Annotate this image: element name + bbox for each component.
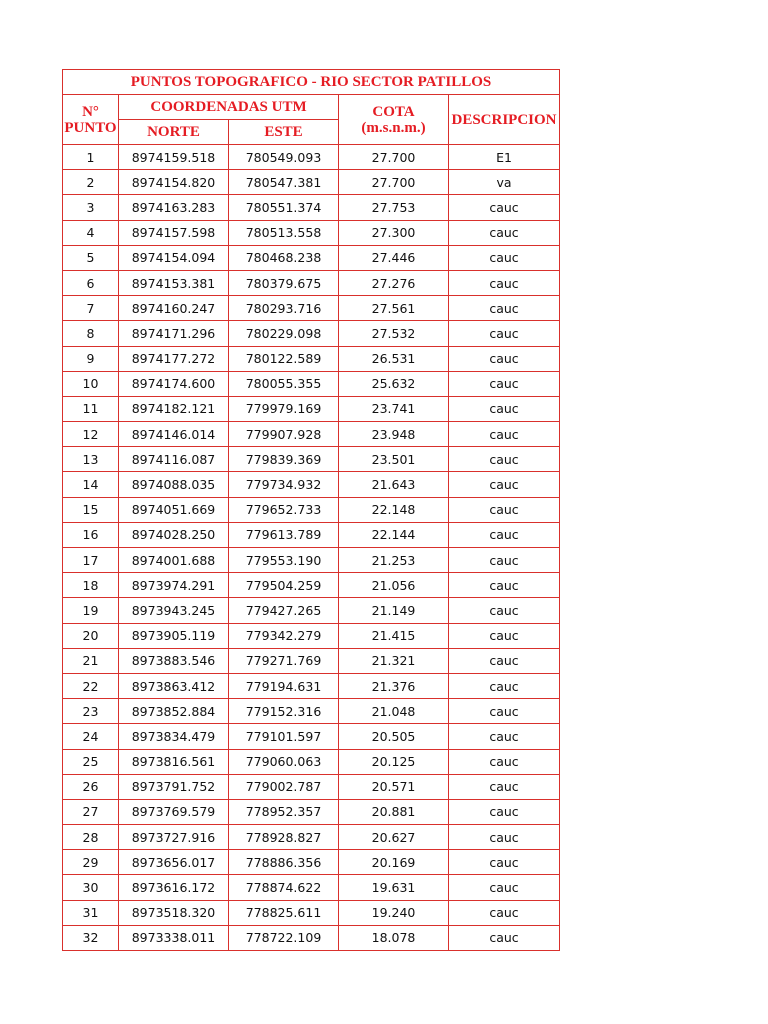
- cell-descripcion: cauc: [449, 522, 560, 547]
- cell-norte: 8973616.172: [119, 875, 229, 900]
- cell-norte: 8974028.250: [119, 522, 229, 547]
- cell-cota: 27.753: [339, 195, 449, 220]
- cell-este: 779613.789: [229, 522, 339, 547]
- cell-cota: 27.561: [339, 296, 449, 321]
- cell-descripcion: cauc: [449, 396, 560, 421]
- cell-cota: 27.446: [339, 245, 449, 270]
- cell-cota: 21.056: [339, 573, 449, 598]
- cell-cota: 21.149: [339, 598, 449, 623]
- cell-este: 779427.265: [229, 598, 339, 623]
- cell-norte: 8973863.412: [119, 673, 229, 698]
- cell-punto: 19: [63, 598, 119, 623]
- cell-descripcion: cauc: [449, 296, 560, 321]
- table-row: [63, 497, 560, 522]
- cell-descripcion: cauc: [449, 673, 560, 698]
- cell-este: 778928.827: [229, 825, 339, 850]
- cell-punto: 29: [63, 850, 119, 875]
- table-row: [63, 447, 560, 472]
- cell-descripcion: cauc: [449, 573, 560, 598]
- table-row: [63, 573, 560, 598]
- cell-cota: 19.631: [339, 875, 449, 900]
- cell-punto: 16: [63, 522, 119, 547]
- cell-cota: 20.627: [339, 825, 449, 850]
- cell-norte: 8973883.546: [119, 648, 229, 673]
- cell-descripcion: cauc: [449, 371, 560, 396]
- cell-descripcion: cauc: [449, 850, 560, 875]
- cell-punto: 4: [63, 220, 119, 245]
- table-row: [63, 799, 560, 824]
- cell-norte: 8974163.283: [119, 195, 229, 220]
- cell-punto: 30: [63, 875, 119, 900]
- cell-cota: 26.531: [339, 346, 449, 371]
- cell-descripcion: cauc: [449, 900, 560, 925]
- cell-cota: 22.144: [339, 522, 449, 547]
- cell-este: 779271.769: [229, 648, 339, 673]
- table-row: [63, 170, 560, 195]
- cell-este: 779002.787: [229, 774, 339, 799]
- cell-este: 778874.622: [229, 875, 339, 900]
- table-row: [63, 245, 560, 270]
- cell-punto: 17: [63, 548, 119, 573]
- cell-cota: 27.700: [339, 145, 449, 170]
- cell-norte: 8974088.035: [119, 472, 229, 497]
- cell-punto: 27: [63, 799, 119, 824]
- cell-cota: 20.505: [339, 724, 449, 749]
- cell-descripcion: cauc: [449, 699, 560, 724]
- cell-cota: 25.632: [339, 371, 449, 396]
- cell-norte: 8974182.121: [119, 396, 229, 421]
- cell-punto: 10: [63, 371, 119, 396]
- cell-norte: 8973518.320: [119, 900, 229, 925]
- cell-descripcion: cauc: [449, 623, 560, 648]
- cell-descripcion: cauc: [449, 724, 560, 749]
- cell-norte: 8973727.916: [119, 825, 229, 850]
- cell-norte: 8974160.247: [119, 296, 229, 321]
- cell-punto: 12: [63, 422, 119, 447]
- cell-punto: 5: [63, 245, 119, 270]
- cell-cota: 20.169: [339, 850, 449, 875]
- cell-cota: 20.881: [339, 799, 449, 824]
- cell-descripcion: cauc: [449, 648, 560, 673]
- cell-norte: 8973816.561: [119, 749, 229, 774]
- cell-descripcion: cauc: [449, 774, 560, 799]
- cell-punto: 13: [63, 447, 119, 472]
- cell-descripcion: cauc: [449, 321, 560, 346]
- survey-points-table: [62, 69, 560, 951]
- table-row: [63, 648, 560, 673]
- cell-descripcion: cauc: [449, 270, 560, 295]
- cell-descripcion: cauc: [449, 925, 560, 950]
- cell-este: 780229.098: [229, 321, 339, 346]
- cell-cota: 21.643: [339, 472, 449, 497]
- table-row: [63, 749, 560, 774]
- cell-punto: 25: [63, 749, 119, 774]
- cell-norte: 8973338.011: [119, 925, 229, 950]
- table-row: [63, 472, 560, 497]
- cell-este: 780513.558: [229, 220, 339, 245]
- cell-norte: 8973791.752: [119, 774, 229, 799]
- cell-norte: 8974051.669: [119, 497, 229, 522]
- cell-punto: 31: [63, 900, 119, 925]
- cell-punto: 32: [63, 925, 119, 950]
- header-cota-line2: (m.s.n.m.): [361, 119, 426, 136]
- cell-cota: 21.321: [339, 648, 449, 673]
- cell-norte: 8974174.600: [119, 371, 229, 396]
- cell-este: 779194.631: [229, 673, 339, 698]
- header-este: ESTE: [229, 120, 339, 145]
- table-row: [63, 699, 560, 724]
- cell-punto: 21: [63, 648, 119, 673]
- cell-norte: 8974177.272: [119, 346, 229, 371]
- table-row: [63, 825, 560, 850]
- cell-norte: 8974116.087: [119, 447, 229, 472]
- cell-este: 780122.589: [229, 346, 339, 371]
- table-row: [63, 925, 560, 950]
- cell-punto: 8: [63, 321, 119, 346]
- cell-descripcion: cauc: [449, 422, 560, 447]
- cell-punto: 9: [63, 346, 119, 371]
- cell-este: 779504.259: [229, 573, 339, 598]
- cell-este: 779979.169: [229, 396, 339, 421]
- cell-cota: 23.741: [339, 396, 449, 421]
- cell-este: 779652.733: [229, 497, 339, 522]
- cell-norte: 8973943.245: [119, 598, 229, 623]
- header-punto-line1: N°: [82, 103, 99, 120]
- header-coordenadas: COORDENADAS UTM: [119, 95, 339, 120]
- cell-cota: 21.253: [339, 548, 449, 573]
- table-title: PUNTOS TOPOGRAFICO - RIO SECTOR PATILLOS: [63, 70, 560, 95]
- table-row: [63, 900, 560, 925]
- header-cota: [339, 95, 449, 145]
- table-row: [63, 195, 560, 220]
- cell-este: 780549.093: [229, 145, 339, 170]
- cell-este: 779907.928: [229, 422, 339, 447]
- table-row: [63, 850, 560, 875]
- cell-descripcion: cauc: [449, 497, 560, 522]
- header-cota-line1: COTA: [372, 103, 415, 120]
- cell-cota: 23.948: [339, 422, 449, 447]
- cell-cota: 22.148: [339, 497, 449, 522]
- cell-este: 779342.279: [229, 623, 339, 648]
- table-row: [63, 724, 560, 749]
- cell-cota: 21.376: [339, 673, 449, 698]
- cell-este: 778886.356: [229, 850, 339, 875]
- cell-descripcion: cauc: [449, 825, 560, 850]
- cell-este: 779101.597: [229, 724, 339, 749]
- cell-punto: 20: [63, 623, 119, 648]
- table-row: [63, 598, 560, 623]
- table-row: [63, 346, 560, 371]
- cell-descripcion: cauc: [449, 799, 560, 824]
- cell-punto: 18: [63, 573, 119, 598]
- cell-este: 779152.316: [229, 699, 339, 724]
- cell-punto: 24: [63, 724, 119, 749]
- cell-descripcion: cauc: [449, 598, 560, 623]
- cell-punto: 7: [63, 296, 119, 321]
- cell-cota: 21.048: [339, 699, 449, 724]
- cell-punto: 22: [63, 673, 119, 698]
- header-descripcion: DESCRIPCION: [449, 95, 560, 145]
- cell-descripcion: cauc: [449, 245, 560, 270]
- cell-cota: 20.125: [339, 749, 449, 774]
- cell-norte: 8973769.579: [119, 799, 229, 824]
- cell-este: 778722.109: [229, 925, 339, 950]
- cell-este: 780379.675: [229, 270, 339, 295]
- table-row: [63, 396, 560, 421]
- table-row: [63, 270, 560, 295]
- cell-norte: 8974154.094: [119, 245, 229, 270]
- cell-norte: 8973834.479: [119, 724, 229, 749]
- cell-cota: 20.571: [339, 774, 449, 799]
- cell-este: 778825.611: [229, 900, 339, 925]
- cell-cota: 27.276: [339, 270, 449, 295]
- table-row: [63, 296, 560, 321]
- cell-punto: 3: [63, 195, 119, 220]
- table-row: [63, 623, 560, 648]
- cell-descripcion: cauc: [449, 548, 560, 573]
- cell-norte: 8974171.296: [119, 321, 229, 346]
- table-row: [63, 145, 560, 170]
- cell-descripcion: va: [449, 170, 560, 195]
- header-punto: [63, 95, 119, 145]
- cell-norte: 8973852.884: [119, 699, 229, 724]
- cell-cota: 27.300: [339, 220, 449, 245]
- table-body: [63, 145, 560, 951]
- cell-este: 779060.063: [229, 749, 339, 774]
- cell-este: 779734.932: [229, 472, 339, 497]
- cell-cota: 19.240: [339, 900, 449, 925]
- cell-descripcion: cauc: [449, 472, 560, 497]
- cell-este: 779839.369: [229, 447, 339, 472]
- cell-norte: 8973905.119: [119, 623, 229, 648]
- cell-descripcion: cauc: [449, 195, 560, 220]
- cell-punto: 2: [63, 170, 119, 195]
- cell-punto: 15: [63, 497, 119, 522]
- cell-este: 779553.190: [229, 548, 339, 573]
- cell-descripcion: cauc: [449, 220, 560, 245]
- cell-descripcion: E1: [449, 145, 560, 170]
- cell-norte: 8973656.017: [119, 850, 229, 875]
- cell-descripcion: cauc: [449, 346, 560, 371]
- table-row: [63, 371, 560, 396]
- cell-punto: 26: [63, 774, 119, 799]
- cell-este: 778952.357: [229, 799, 339, 824]
- cell-descripcion: cauc: [449, 749, 560, 774]
- cell-norte: 8974159.518: [119, 145, 229, 170]
- cell-cota: 21.415: [339, 623, 449, 648]
- cell-cota: 27.532: [339, 321, 449, 346]
- cell-este: 780293.716: [229, 296, 339, 321]
- cell-punto: 23: [63, 699, 119, 724]
- table-row: [63, 875, 560, 900]
- table-row: [63, 774, 560, 799]
- table-row: [63, 548, 560, 573]
- cell-punto: 1: [63, 145, 119, 170]
- header-punto-line2: PUNTO: [64, 119, 117, 136]
- cell-norte: 8974153.381: [119, 270, 229, 295]
- table-row: [63, 220, 560, 245]
- table-row: [63, 321, 560, 346]
- table-row: [63, 673, 560, 698]
- cell-cota: 23.501: [339, 447, 449, 472]
- cell-cota: 18.078: [339, 925, 449, 950]
- cell-este: 780468.238: [229, 245, 339, 270]
- cell-cota: 27.700: [339, 170, 449, 195]
- cell-este: 780547.381: [229, 170, 339, 195]
- cell-norte: 8974001.688: [119, 548, 229, 573]
- table-row: [63, 422, 560, 447]
- cell-punto: 14: [63, 472, 119, 497]
- cell-norte: 8974157.598: [119, 220, 229, 245]
- cell-punto: 28: [63, 825, 119, 850]
- cell-punto: 6: [63, 270, 119, 295]
- table-row: [63, 522, 560, 547]
- cell-norte: 8974146.014: [119, 422, 229, 447]
- cell-descripcion: cauc: [449, 875, 560, 900]
- cell-norte: 8973974.291: [119, 573, 229, 598]
- cell-este: 780551.374: [229, 195, 339, 220]
- cell-punto: 11: [63, 396, 119, 421]
- cell-este: 780055.355: [229, 371, 339, 396]
- header-norte: NORTE: [119, 120, 229, 145]
- cell-descripcion: cauc: [449, 447, 560, 472]
- cell-norte: 8974154.820: [119, 170, 229, 195]
